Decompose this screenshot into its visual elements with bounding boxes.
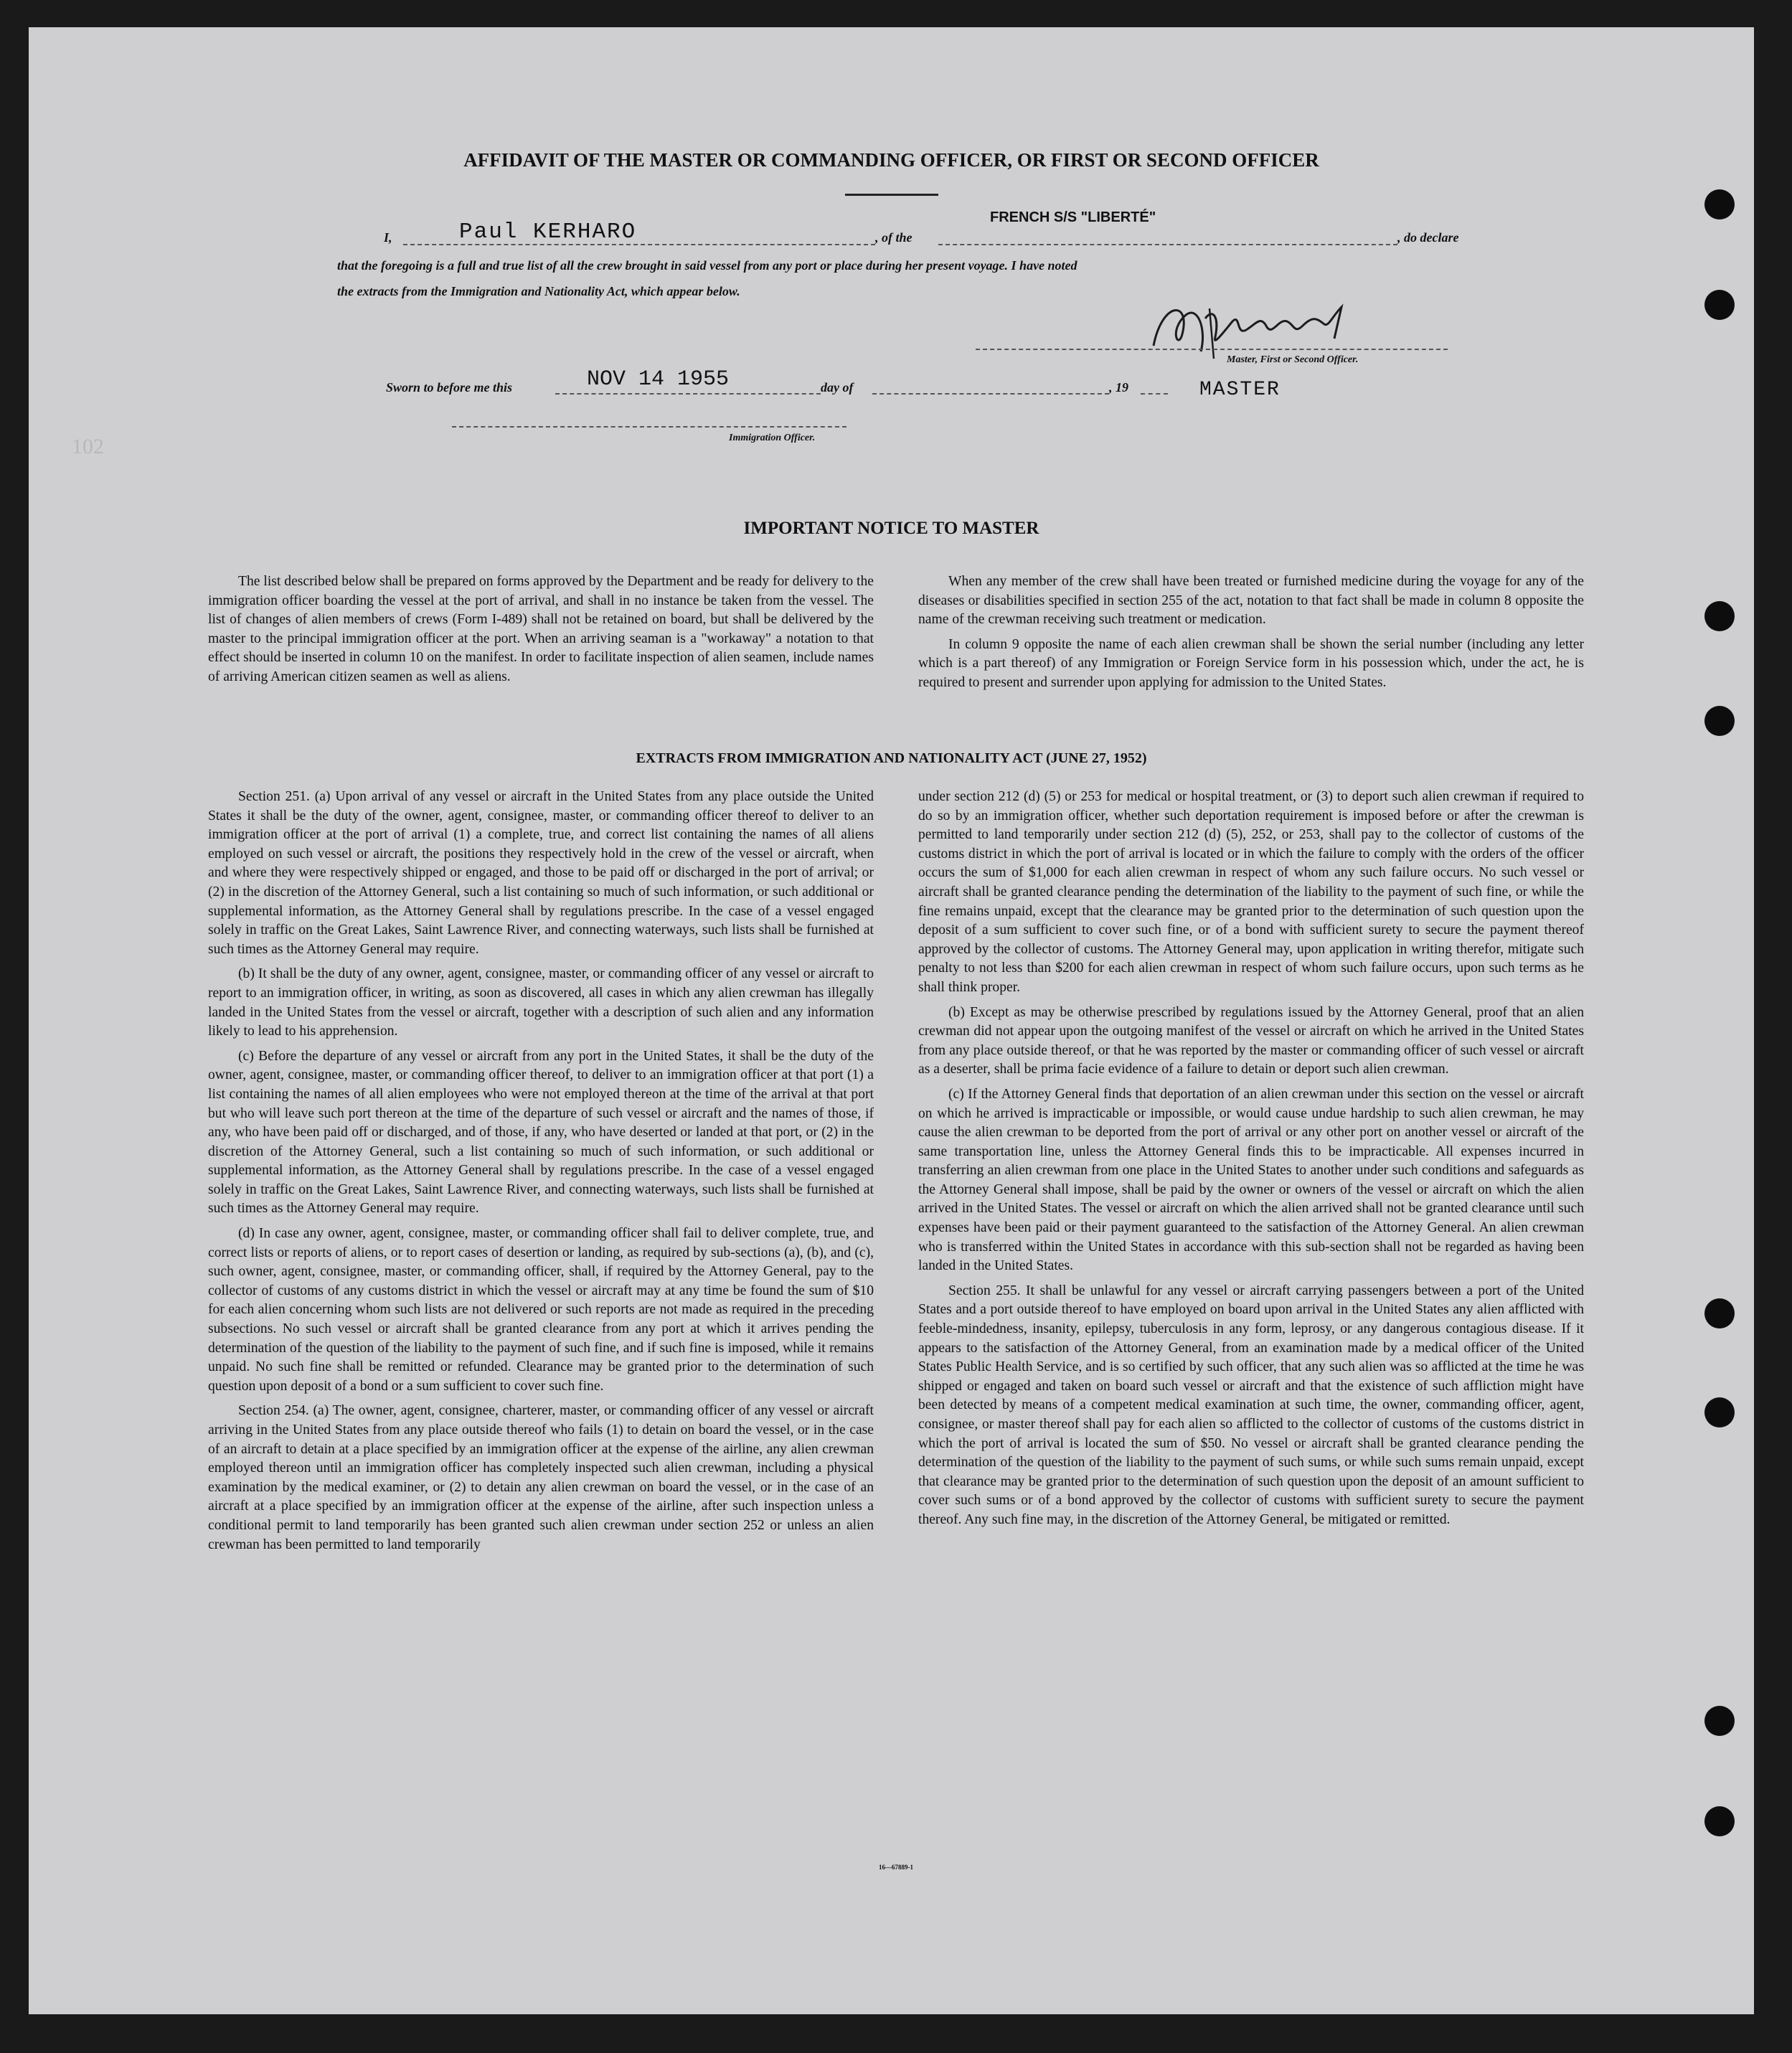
i-label: I,: [384, 230, 392, 245]
section-251-c: (c) Before the departure of any vessel or aircraft from any port in the United States, it shall be the duty of the owner, agent, consignee, master, or commanding officer thereof, to deliver to an immigration officer at that port (1) a list containing the names of all alien employees who were not employed thereon at the time of the arrival at that port but who will leave such port thereon at the time of the departure of such vessel or aircraft and the names of those, if any, who have been paid off or discharged, and of those, if any, who have deserted or landed at that port, or (2) in the discretion of the Attorney General, such a list containing so much of such information, or such additional or supplemental information, as the Attorney General shall by regulations prescribe. In the case of a vessel engaged solely in traffic on the Great Lakes, Saint Lawrence River, and connecting waterways, such lists shall be furnished at such times as the Attorney General may require.: [208, 1048, 874, 1217]
form-number: 16—67889-1: [879, 1864, 913, 1871]
do-declare-label: , do declare: [1397, 230, 1459, 245]
punch-hole: [1704, 706, 1735, 736]
section-251-b: (b) It shall be the duty of any owner, agent, consignee, master, or commanding officer of any vessel or aircraft to report to an immigration officer, in writing, as soon as discovered, all cases in which any alien crewman has illegally landed in the United States from the vessel or aircraft, together with a description of such alien and any information likely to lead to his apprehension.: [208, 966, 874, 1039]
officer-line: [452, 426, 847, 428]
rank-value: MASTER: [1199, 379, 1281, 401]
punch-hole: [1704, 601, 1735, 631]
section-254-c: (c) If the Attorney General finds that deportation of an alien crewman under this section on the vessel or aircraft on which he arrived is impracticable or impossible, or would cause undue hardship to such alien crewman, he may cause the alien crewman to be deported from the port of arrival or any other port on another vessel or aircraft of the same transportation line, unless the Attorney General finds this to be impracticable. All expenses incurred in transferring an alien crewman from one place in the United States to another under such conditions and safeguards as the Attorney General shall impose, shall be paid by the owner or owners of the vessel or aircraft on which the alien arrived in the United States. The vessel or aircraft on which the alien arrived shall not be granted clearance until such expenses have been paid or their payment guaranteed to the satisfaction of the Attorney General. An alien crewman who is transferred within the United States in accordance with this sub-section shall not be regarded as having been landed in the United States.: [918, 1086, 1584, 1274]
notice-right-paragraph-2: In column 9 opposite the name of each alien crewman shall be shown the serial number (including any letter which is a part thereof) of any Immigration or Foreign Service form in his possession which, under the act, he is required to present and surrender upon applying for admission to the United States.: [918, 636, 1584, 690]
extracts-left-column: [208, 788, 874, 1560]
signature-label: Master, First or Second Officer.: [1227, 354, 1359, 365]
section-255: Section 255. It shall be unlawful for any vessel or aircraft carrying passengers between a port of the United States and a port outside thereof to have employed on board upon arrival in the United States any alien afflicted with feeble-mindedness, insanity, epilepsy, tuberculosis in any form, leprosy, or any dangerous contagious disease. If it appears to the satisfaction of the Attorney General, from an examination made by a medical officer of the United States Public Health Service, and is so certified by such officer, that any such alien was so afflicted at the time he was shipped or engaged and taken on board such vessel or aircraft and that the existence of such affliction might have been detected by means of a competent medical examination at such time, the owner, commanding officer, agent, consignee, or master thereof shall pay for each alien so afflicted to the collector of customs of the customs district in which the port of arrival is located the sum of $50. No vessel or aircraft shall be granted clearance pending the determination of the question of the liability to the payment of such sums, or while such sums remain unpaid, except that clearance may be granted prior to the determination of such question upon the deposit of an amount sufficient to cover such sums or of a bond approved by the collector of customs with sufficient surety to secure the payment thereof. Any such fine may, in the discretion of the Attorney General, be mitigated or remitted.: [918, 1283, 1584, 1527]
master-name: Paul KERHARO: [459, 220, 637, 245]
extracts-heading: EXTRACTS FROM IMMIGRATION AND NATIONALITY ACT (JUNE 27, 1952): [636, 750, 1147, 766]
year-line: [1141, 393, 1168, 395]
title-rule: [845, 194, 938, 196]
vessel-line: [938, 244, 1397, 245]
notice-left-column: [208, 572, 874, 693]
punch-hole: [1704, 1397, 1735, 1427]
sworn-date-line: [555, 393, 821, 395]
punch-hole: [1704, 1298, 1735, 1328]
section-254-a: Section 254. (a) The owner, agent, consignee, charterer, master, or commanding officer of any vessel or aircraft arriving in the United States from any place outside thereof who fails (1) to detain on board the vessel, or in the case of an aircraft to detain at a place specified by an immigration officer at the expense of the airline, any alien crewman employed thereon until an immigration officer has completely inspected such alien crewman, including a physical examination by the medical examiner, or (2) to detain any alien crewman on board the vessel, or in the case of an aircraft at a place specified by an immigration officer at the expense of the airline, after such inspection unless a conditional permit to land temporarily has been granted such alien crewman under section 252 or unless an alien crewman has been permitted to land temporarily: [208, 1403, 874, 1552]
sworn-label: Sworn to before me this: [386, 380, 513, 395]
extracts-right-column: [918, 788, 1584, 1536]
margin-mark: 102: [72, 435, 104, 458]
vessel-name: FRENCH S/S "LIBERTÉ": [990, 209, 1156, 225]
declaration-line-3: the extracts from the Immigration and Nationality Act, which appear below.: [337, 284, 740, 298]
punch-hole: [1704, 1806, 1735, 1836]
section-251-d: (d) In case any owner, agent, consignee, master, or commanding officer shall fail to deliver complete, true, and correct lists or reports of aliens, or to report cases of desertion or landing, as required by sub-sections (a), (b), and (c), such owner, agent, consignee, master, or commanding officer, shall, if required by the Attorney General, pay to the collector of customs of any customs district in which the vessel or aircraft may at any time be found the sum of $10 for each alien concerning whom such lists are not delivered or such reports are not made as required in the preceding subsections. No such vessel or aircraft shall be granted clearance from any port at which it arrives pending the determination of the question of the liability to the payment of such fine, and if such fine is imposed, while it remains unpaid. No such fine shall be remitted or refunded. Clearance may be granted prior to the determination of such question upon deposit of a bond or a sum sufficient to cover such fine.: [208, 1226, 874, 1394]
punch-hole: [1704, 1706, 1735, 1736]
day-of-line: [872, 393, 1109, 395]
year-label: , 19: [1109, 380, 1128, 395]
notice-right-column: [918, 572, 1584, 699]
day-of-label: day of: [821, 380, 854, 395]
signature-line: [976, 349, 1448, 350]
section-254-b: (b) Except as may be otherwise prescribed by regulations issued by the Attorney General, proof that an alien crewman did not appear upon the outgoing manifest of the vessel or aircraft on which he arrived in the United States from any place outside thereof, or that he was reported by the master or commanding officer of such vessel or aircraft as a deserter, shall be prima facie evidence of a failure to detain or deport such alien crewman.: [918, 1004, 1584, 1077]
affidavit-title: AFFIDAVIT OF THE MASTER OR COMMANDING OFFICER, OR FIRST OR SECOND OFFICER: [463, 149, 1319, 171]
officer-label: Immigration Officer.: [729, 433, 816, 443]
sworn-date: NOV 14 1955: [587, 367, 730, 392]
document-page: [29, 27, 1754, 2014]
notice-right-paragraph-1: When any member of the crew shall have been treated or furnished medicine during the voyage for any of the diseases or disabilities specified in section 255 of the act, notation to that fact shall be made in column 8 opposite the name of the crewman receiving such treatment or medication.: [918, 574, 1584, 628]
notice-left-paragraph: The list described below shall be prepared on forms approved by the Department and be ready for delivery to the immigration officer boarding the vessel at the port of arrival, and shall in no instance be taken from the vessel. The list of changes of alien members of crews (Form I-489) shall not be retained on board, but shall be delivered by the master to the principal immigration officer at the port. When an arriving seaman is a "workaway" a notation to that effect should be inserted in column 10 on the manifest. In order to facilitate inspection of alien seamen, include names of arriving American citizen seamen as well as aliens.: [208, 574, 874, 684]
punch-hole: [1704, 290, 1735, 320]
section-254-a-continued: under section 212 (d) (5) or 253 for medical or hospital treatment, or (3) to deport such alien crewman if required to do so by an immigration officer, whether such deportation requirement is imposed before or after the crewman is permitted to land temporarily under section 212 (d) (5), 252, or 253, shall pay to the collector of customs of the customs district in which the port of arrival is located or in which the failure to comply with the orders of the officer occurs the sum of $1,000 for each alien crewman in respect of whom any such failure occurs. No such vessel or aircraft shall be granted clearance pending the determination of the liability to the payment of such fine, or while the fine remains unpaid, except that the clearance may be granted prior to the determination of such question upon the deposit of a sum sufficient to cover such fine, or of a bond with sufficient surety to secure the payment thereof approved by the collector of customs. The Attorney General may, upon application in writing therefor, mitigate such penalty to not less than $200 for each alien crewman in respect of whom such failure occurs, upon such terms as he shall think proper.: [918, 789, 1584, 995]
of-the-label: , of the: [875, 230, 912, 245]
declaration-line-2: that the foregoing is a full and true list of all the crew brought in said vessel from any port or place during her present voyage. I have noted: [337, 258, 1077, 273]
notice-heading: IMPORTANT NOTICE TO MASTER: [743, 519, 1039, 538]
section-251-a: Section 251. (a) Upon arrival of any vessel or aircraft in the United States from any place outside the United States it shall be the duty of the owner, agent, consignee, master, or commanding officer thereof to deliver to an immigration officer at the port of arrival (1) a complete, true, and correct list containing the names of all aliens employed on such vessel or aircraft, the positions they respectively hold in the crew of the vessel or aircraft, when and where they were respectively shipped or engaged, and those to be paid off or discharged in the port of arrival; or (2) in the discretion of the Attorney General, such a list containing so much of such information, or such additional or supplemental information, as the Attorney General shall by regulations prescribe. In the case of a vessel engaged solely in traffic on the Great Lakes, Saint Lawrence River, and connecting waterways, such lists shall be furnished at such times as the Attorney General may require.: [208, 789, 874, 957]
punch-hole: [1704, 189, 1735, 220]
